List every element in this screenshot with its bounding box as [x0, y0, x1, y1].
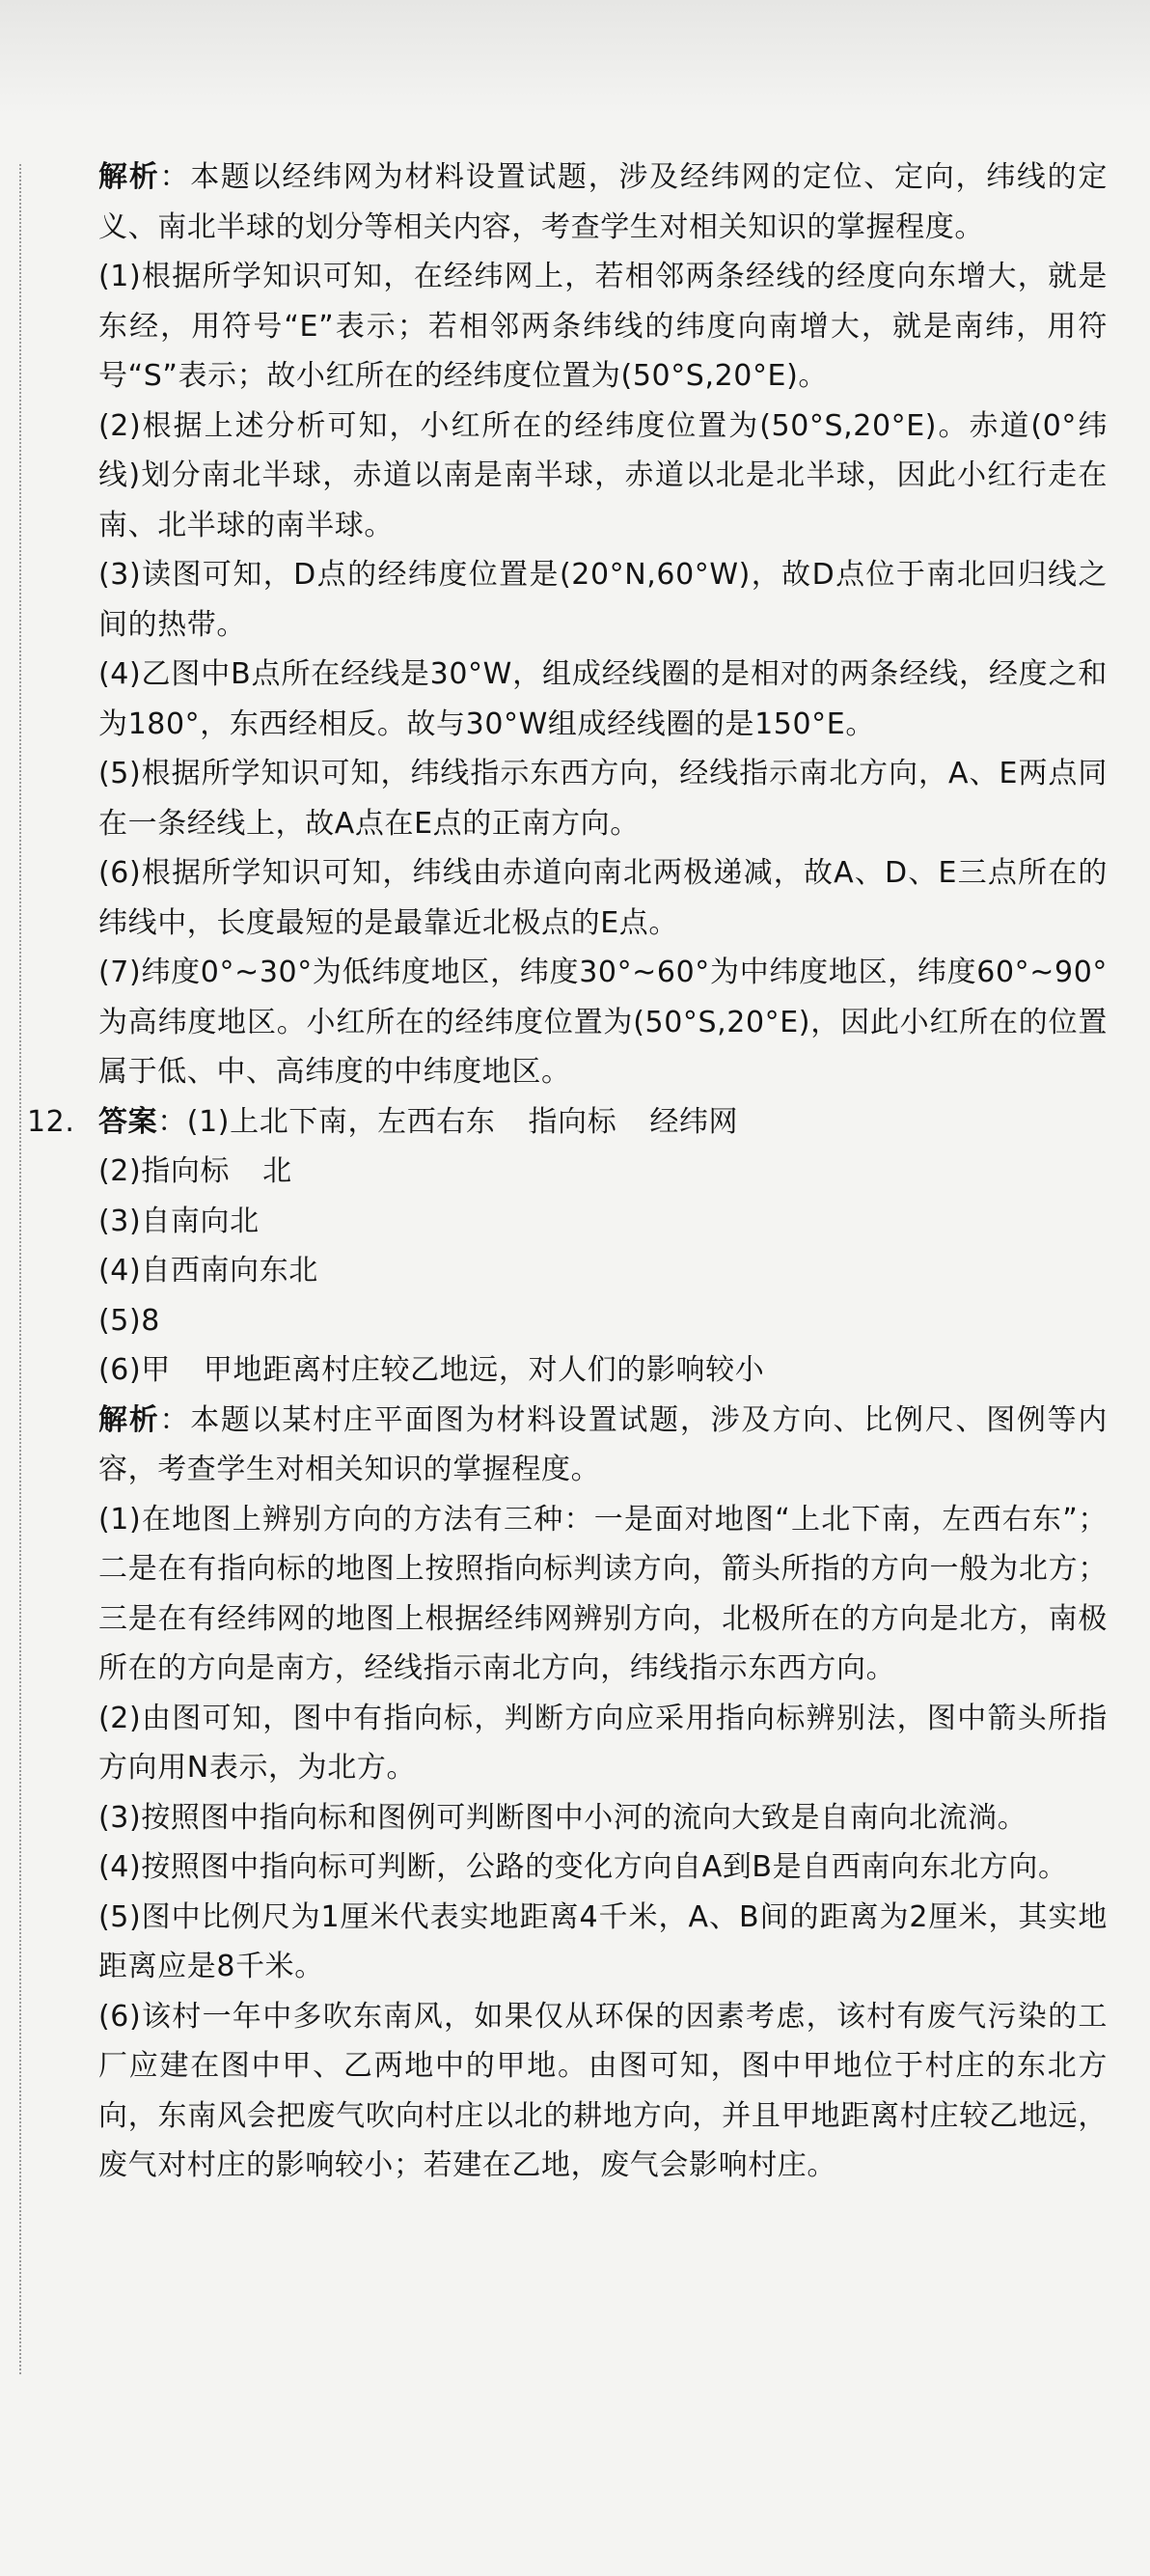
q12-part-3: (3)按照图中指向标和图例可判断图中小河的流向大致是自南向北流淌。 [98, 1800, 1027, 1835]
q12-answer-2 [27, 1147, 1108, 1197]
question-number: 12. [27, 1104, 75, 1139]
answer-label: 答案 [98, 1104, 158, 1139]
answer-6-a: (6)甲 [98, 1353, 171, 1387]
q11-part-7: (7)纬度0°~30°为低纬度地区，纬度30°~60°为中纬度地区，纬度60°~90°为高纬度地区。小红所在的经纬度位置为(50°S,20°E)，因此小红所在的位置属于低、中、高纬度的中纬度地区。 [98, 956, 1108, 1089]
left-margin-rule [19, 164, 21, 2374]
answer-6-b: 甲地距离村庄较乙地远，对人们的影响较小 [203, 1353, 765, 1387]
answer-1-prefix: ：(1) [157, 1104, 231, 1139]
answer-1-b: 指向标 [528, 1104, 617, 1139]
answer-2-a: (2)指向标 [98, 1154, 231, 1188]
answer-1-c: 经纬网 [649, 1104, 739, 1139]
q12-part-5: (5)图中比例尺为1厘米代表实地距离4千米，A、B间的距离为2厘米，其实地距离应是8千米。 [98, 1899, 1108, 1983]
q12-answer-3: (3)自南向北 [98, 1204, 260, 1238]
q12-answer-6 [27, 1345, 1108, 1396]
q12-part-1: (1)在地图上辨别方向的方法有三种：一是面对地图“上北下南，左西右东”；二是在有指向标的地图上按照指向标判读方向，箭头所指的方向一般为北方；三是在有经纬网的地图上根据经纬网辨别方向，北极所在的方向是北方，南极所在的方向是南方，经线指示南北方向，纬线指示东西方向。 [98, 1502, 1108, 1685]
analysis-text: ：本题以某村庄平面图为材料设置试题，涉及方向、比例尺、图例等内容，考查学生对相关知识的掌握程度。 [98, 1402, 1108, 1486]
q12-analysis [27, 1396, 1108, 1495]
q12-answer-line-1 [27, 1097, 1108, 1148]
q11-analysis [27, 152, 1108, 252]
q11-part-6: (6)根据所学知识可知，纬线由赤道向南北两极递减，故A、D、E三点所在的纬线中，长度最短的是最靠近北极点的E点。 [98, 856, 1108, 940]
q11-part-3: (3)读图可知，D点的经纬度位置是(20°N,60°W)，故D点位于南北回归线之间的热带。 [98, 558, 1108, 642]
q11-part-4: (4)乙图中B点所在经线是30°W，组成经线圈的是相对的两条经线，经度之和为180°，东西经相反。故与30°W组成经线圈的是150°E。 [98, 657, 1108, 741]
q11-part-2: (2)根据上述分析可知，小红所在的经纬度位置为(50°S,20°E)。赤道(0°纬线)划分南北半球，赤道以南是南半球，赤道以北是北半球，因此小红行走在南、北半球的南半球。 [98, 408, 1108, 542]
q11-part-5: (5)根据所学知识可知，纬线指示东西方向，经线指示南北方向，A、E两点同在一条经线上，故A点在E点的正南方向。 [98, 757, 1108, 841]
q12-part-2: (2)由图可知，图中有指向标，判断方向应采用指向标辨别法，图中箭头所指方向用N表示，为北方。 [98, 1701, 1108, 1785]
q11-part-1: (1)根据所学知识可知，在经纬网上，若相邻两条经线的经度向东增大，就是东经，用符号“E”表示；若相邻两条纬线的纬度向南增大，就是南纬，用符号“S”表示；故小红所在的经纬度位置为(50°S,20°E)。 [98, 260, 1108, 393]
q12-part-4: (4)按照图中指向标可判断，公路的变化方向自A到B是自西南向东北方向。 [98, 1850, 1068, 1884]
q12-answer-5: (5)8 [98, 1303, 160, 1338]
analysis-text: ：本题以经纬网为材料设置试题，涉及经纬网的定位、定向，纬线的定义、南北半球的划分等相关内容，考查学生对相关知识的掌握程度。 [98, 160, 1108, 244]
answer-page [27, 152, 1108, 2191]
analysis-label: 解析 [98, 1402, 160, 1437]
answer-1-a: 上北下南，左西右东 [230, 1104, 496, 1139]
answer-2-b: 北 [262, 1154, 292, 1188]
q12-answer-4: (4)自西南向东北 [98, 1254, 318, 1288]
q12-part-6: (6)该村一年中多吹东南风，如果仅从环保的因素考虑，该村有废气污染的工厂应建在图中甲、乙两地中的甲地。由图可知，图中甲地位于村庄的东北方向，东南风会把废气吹向村庄以北的耕地方向，并且甲地距离村庄较乙地远，废气对村庄的影响较小；若建在乙地，废气会影响村庄。 [98, 1999, 1108, 2182]
analysis-label: 解析 [98, 160, 160, 194]
top-shadow [0, 0, 1150, 116]
